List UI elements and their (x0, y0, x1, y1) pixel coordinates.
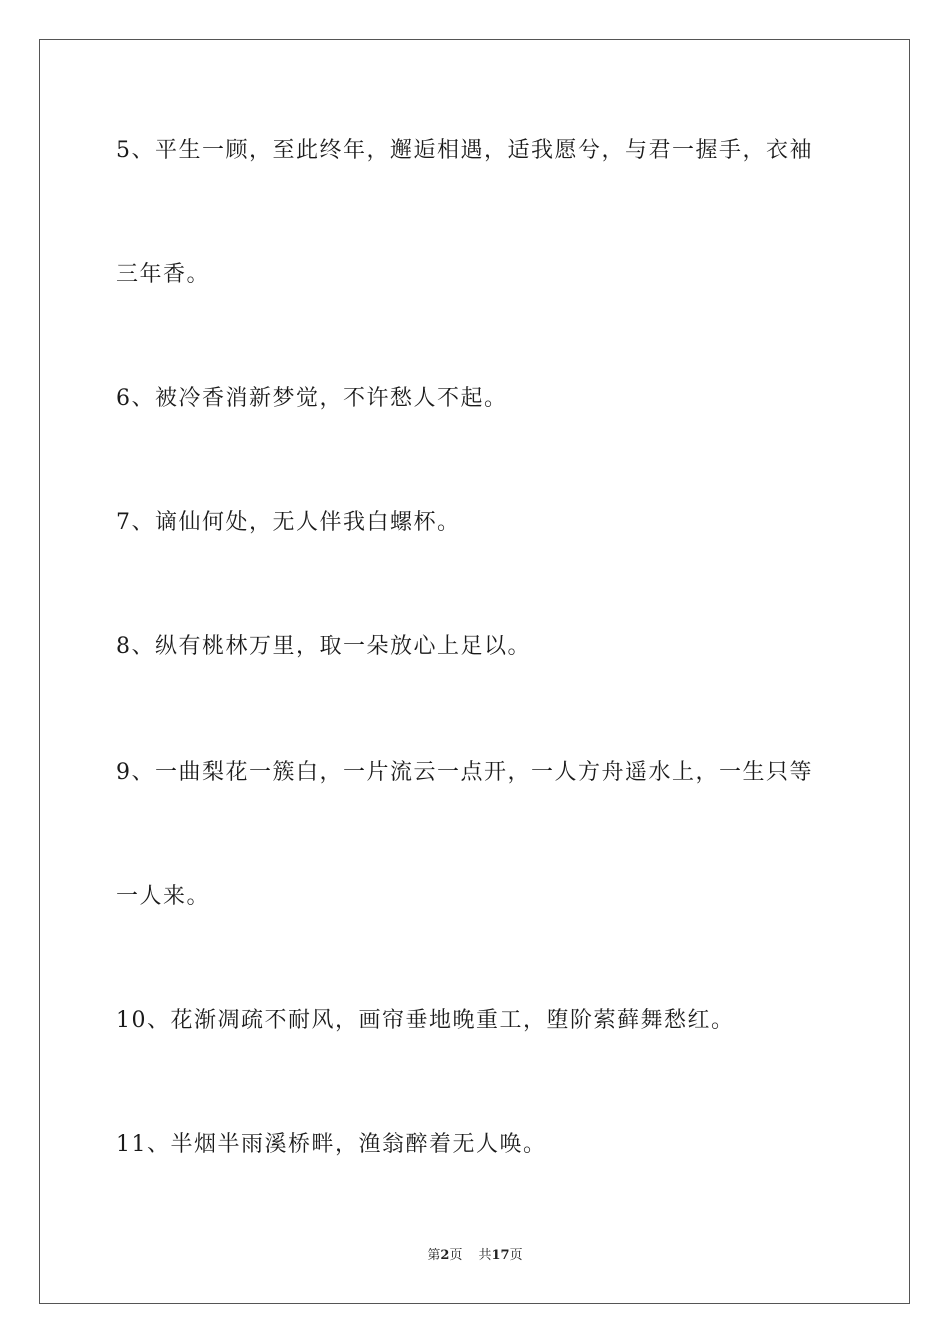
total-prefix: 共 (478, 1248, 492, 1263)
page-number: 2 (440, 1248, 450, 1263)
page-footer (0, 1247, 950, 1265)
total-pages: 17 (491, 1248, 510, 1263)
text-line: 9、一曲梨花一簇白，一片流云一点开，一人方舟遥水上，一生只等 (116, 760, 813, 785)
text-line: 5、平生一顾，至此终年，邂逅相遇，适我愿兮，与君一握手，衣袖 (116, 138, 813, 163)
text-line: 7、谪仙何处，无人伴我白螺杯。 (116, 510, 461, 535)
text-line: 10、花渐凋疏不耐风，画帘垂地晚重工，堕阶萦藓舞愁红。 (116, 1008, 735, 1033)
text-line: 6、被冷香消新梦觉，不许愁人不起。 (116, 386, 508, 411)
total-suffix: 页 (509, 1248, 523, 1263)
page-prefix: 第 (427, 1248, 441, 1263)
page-suffix: 页 (449, 1248, 463, 1263)
page-border (39, 39, 910, 1304)
text-line: 三年香。 (116, 262, 211, 287)
text-line: 8、纵有桃林万里，取一朵放心上足以。 (116, 634, 531, 659)
text-line: 11、半烟半雨溪桥畔，渔翁醉着无人唤。 (116, 1132, 547, 1157)
text-line: 一人来。 (116, 884, 211, 909)
